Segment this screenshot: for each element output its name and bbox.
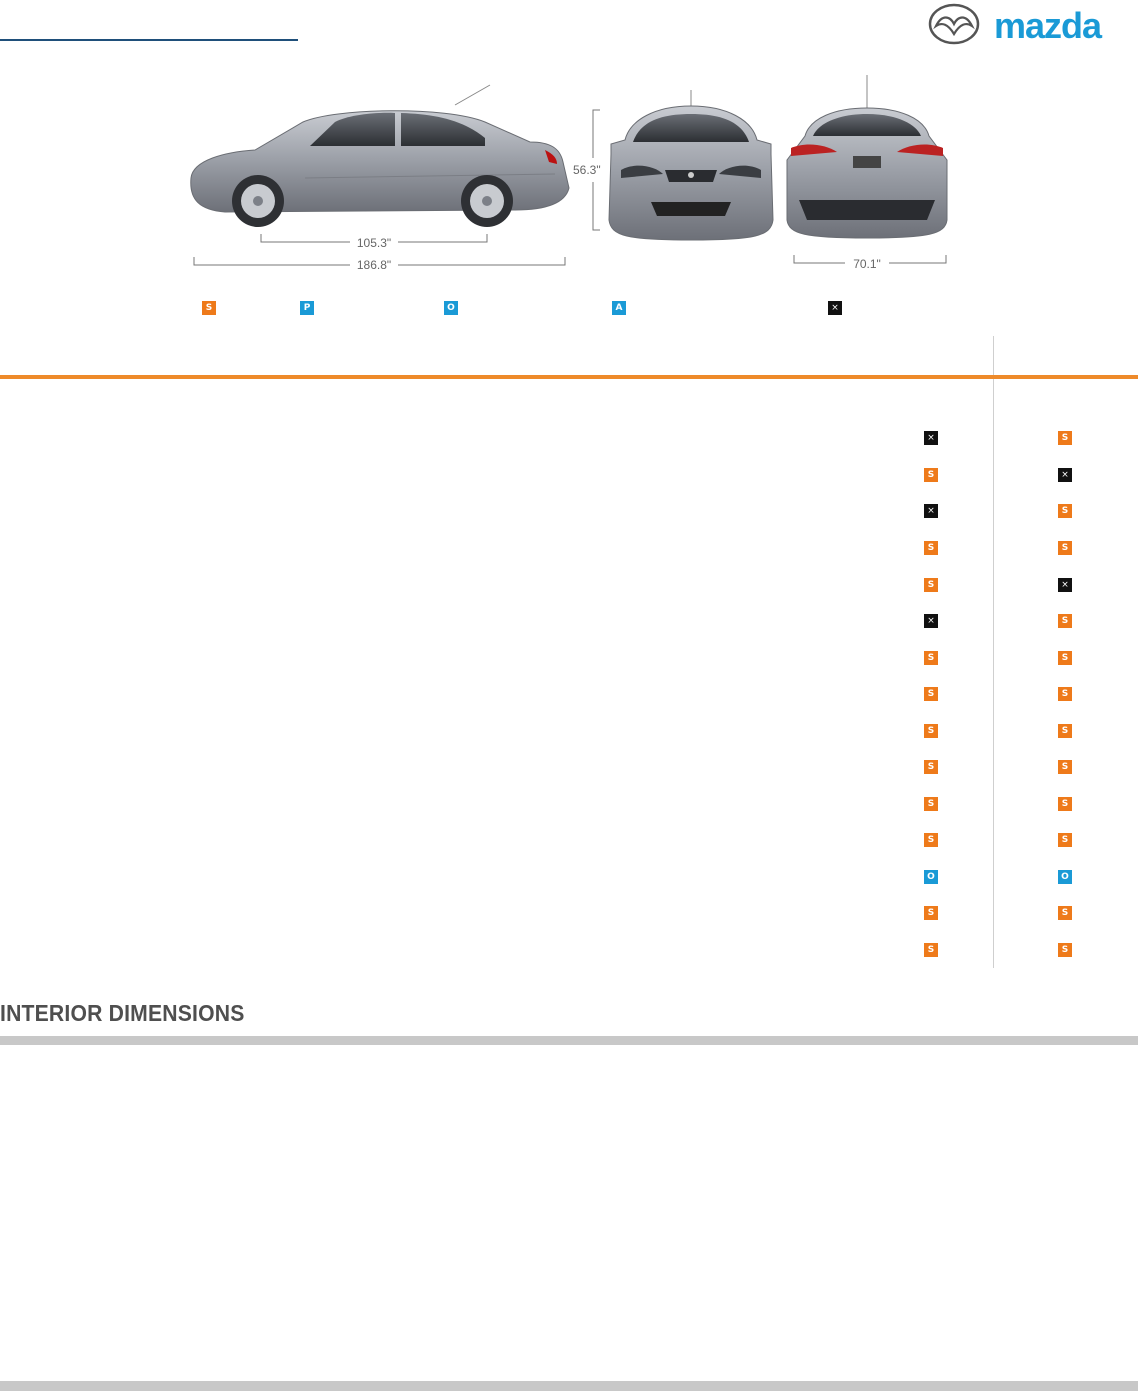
legend-package [300, 301, 316, 317]
standard-badge-icon: S [1058, 797, 1072, 811]
standard-badge-icon: S [1058, 906, 1072, 920]
standard-badge-icon: S [924, 541, 938, 555]
not-available-badge-icon: × [924, 431, 938, 445]
interior-dimensions-title: INTERIOR DIMENSIONS [0, 1000, 245, 1026]
standard-badge-icon: S [1058, 431, 1072, 445]
standard-badge-icon: S [1058, 760, 1072, 774]
table-row [0, 539, 1138, 557]
standard-badge-icon: S [1058, 651, 1072, 665]
mazda-logo [928, 2, 1128, 46]
mazda-emblem-icon [930, 5, 978, 43]
table-row [0, 685, 1138, 703]
wheelbase-label: 105.3" [356, 236, 392, 250]
footer-rule [0, 1381, 1138, 1391]
standard-badge-icon: S [924, 651, 938, 665]
width-label: 70.1" [853, 257, 881, 271]
accessory-badge-icon: A [612, 301, 626, 315]
table-row [0, 649, 1138, 667]
not-available-badge-icon: × [1058, 578, 1072, 592]
not-available-badge-icon: × [924, 614, 938, 628]
not-available-badge-icon: × [924, 504, 938, 518]
standard-badge-icon: S [1058, 943, 1072, 957]
standard-badge-icon: S [1058, 614, 1072, 628]
option-badge-icon: O [444, 301, 458, 315]
legend-not-available [828, 301, 844, 317]
height-label: 56.3" [573, 163, 601, 177]
header-rule [0, 39, 298, 41]
vehicle-dimensions-figure [185, 70, 965, 290]
rear-view-car [787, 75, 947, 238]
standard-badge-icon: S [924, 724, 938, 738]
side-view-car [191, 85, 569, 227]
option-badge-icon: O [1058, 870, 1072, 884]
standard-badge-icon: S [924, 468, 938, 482]
standard-badge-icon: S [1058, 833, 1072, 847]
feature-table-header-rule [0, 375, 1138, 379]
standard-badge-icon: S [1058, 541, 1072, 555]
table-row [0, 576, 1138, 594]
standard-badge-icon: S [1058, 724, 1072, 738]
table-row [0, 466, 1138, 484]
interior-dimensions-rule [0, 1036, 1138, 1045]
standard-badge-icon: S [924, 687, 938, 701]
table-row [0, 904, 1138, 922]
length-label: 186.8" [356, 258, 392, 272]
table-row [0, 795, 1138, 813]
table-row [0, 722, 1138, 740]
legend-accessory [612, 301, 628, 317]
standard-badge-icon: S [924, 760, 938, 774]
table-row [0, 868, 1138, 886]
front-view-car [609, 90, 773, 240]
not-available-badge-icon: × [828, 301, 842, 315]
option-badge-icon: O [924, 870, 938, 884]
table-row [0, 831, 1138, 849]
package-badge-icon: P [300, 301, 314, 315]
mazda-wordmark: mazda [994, 5, 1102, 46]
legend-standard [202, 301, 218, 317]
table-row [0, 941, 1138, 959]
standard-badge-icon: S [1058, 504, 1072, 518]
standard-badge-icon: S [924, 578, 938, 592]
standard-badge-icon: S [1058, 687, 1072, 701]
not-available-badge-icon: × [1058, 468, 1072, 482]
standard-badge-icon: S [924, 797, 938, 811]
table-row [0, 502, 1138, 520]
legend-option [444, 301, 460, 317]
table-row [0, 758, 1138, 776]
standard-badge-icon: S [924, 833, 938, 847]
table-row [0, 612, 1138, 630]
standard-badge-icon: S [202, 301, 216, 315]
standard-badge-icon: S [924, 906, 938, 920]
table-row [0, 429, 1138, 447]
standard-badge-icon: S [924, 943, 938, 957]
